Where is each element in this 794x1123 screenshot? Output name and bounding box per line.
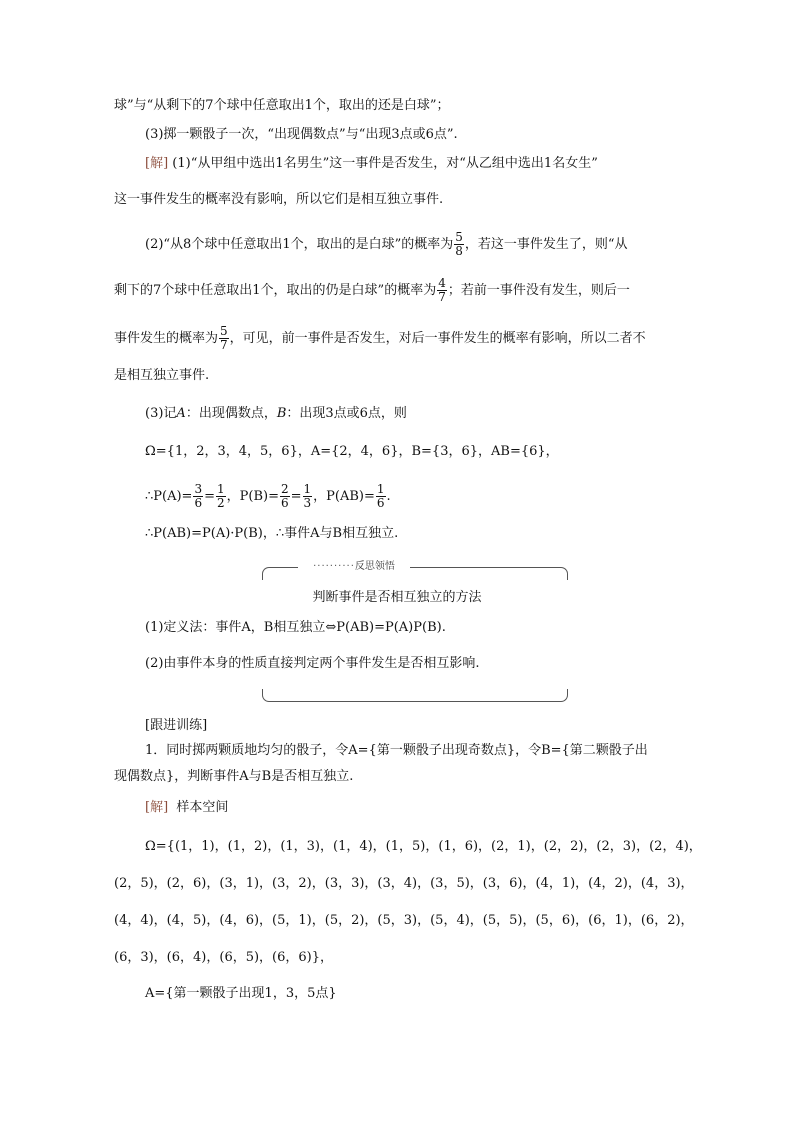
solution-line — [145, 155, 598, 173]
solution-text: (1)“从甲组中选出1名男生”这一事件是否发生，对“从乙组中选出1名女生” — [172, 156, 598, 171]
text-span: (3)记 — [145, 406, 177, 421]
question-line: 1．同时掷两颗质地均匀的骰子，令A={第一颗骰子出现奇数点}，令B={第二颗骰子出 — [145, 743, 648, 758]
numerator: 1 — [376, 482, 385, 496]
fraction — [454, 231, 464, 258]
fraction — [303, 483, 313, 510]
paragraph-line: 球”与“从剩下的7个球中任意取出1个，取出的还是白球”； — [114, 98, 450, 113]
numerator: 1 — [217, 482, 225, 496]
denominator: 3 — [303, 496, 312, 510]
denominator: 8 — [455, 244, 463, 258]
text-span: ∴P(A)= — [145, 489, 193, 504]
solution-line — [114, 277, 630, 304]
text-span: ，可见，前一事件是否发生，对后一事件发生的概率有影响，所以二者不 — [229, 331, 646, 346]
math-line: Ω={(1，1)，(1，2)，(1，3)，(1，4)，(1，5)，(1，6)，(2，1)，(2，2)，(2，3)，(2，4)， — [145, 839, 702, 854]
text-span: ：出现3点或6点，则 — [286, 406, 407, 421]
numerator: 4 — [438, 276, 446, 290]
numerator: 3 — [194, 482, 203, 496]
text-span: = — [204, 489, 215, 504]
denominator: 6 — [194, 496, 203, 510]
solution-line — [145, 799, 228, 817]
denominator: 6 — [280, 496, 289, 510]
fraction — [219, 325, 229, 352]
solution-text: 样本空间 — [176, 800, 229, 815]
numerator: 5 — [220, 324, 228, 338]
text-span: 事件发生的概率为 — [114, 331, 219, 346]
fraction — [216, 483, 226, 510]
reflection-item: (1)定义法：事件A，B相互独立⇔P(AB)=P(A)P(B). — [145, 620, 446, 635]
text-span: ，P(AB)= — [313, 489, 375, 504]
math-line: (2，5)，(2，6)，(3，1)，(3，2)，(3，3)，(3，4)，(3，5)，(3，6)，(4，1)，(4，2)，(4，3)， — [114, 876, 694, 891]
math-line: ∴P(AB)=P(A)·P(B)，∴事件A与B相互独立. — [145, 526, 399, 541]
text-span: ，若这一事件发生了，则“从 — [464, 237, 628, 252]
variable-a: A — [176, 406, 186, 421]
math-line: (6，3)，(6，4)，(6，5)，(6，6)}， — [114, 950, 334, 965]
solution-tag: [解] — [145, 156, 169, 171]
solution-line: 是相互独立事件. — [114, 368, 210, 383]
reflection-title: 判断事件是否相互独立的方法 — [312, 590, 482, 605]
numerator: 2 — [280, 482, 289, 496]
denominator: 6 — [376, 496, 385, 510]
math-line: Ω={1，2，3，4，5，6}，A={2，4，6}，B={3，6}，AB={6}， — [145, 444, 559, 459]
fraction — [280, 483, 290, 510]
math-line: (4，4)，(4，5)，(4，6)，(5，1)，(5，2)，(5，3)，(5，4)，(5，5)，(5，6)，(6，1)，(6，2)， — [114, 913, 694, 928]
reflection-item: (2)由事件本身的性质直接判定两个事件发生是否相互影响. — [145, 656, 480, 671]
math-line: A={第一颗骰子出现1，3，5点} — [145, 986, 337, 1001]
denominator: 7 — [220, 338, 228, 352]
text-span: = — [290, 489, 302, 504]
solution-tag: [解] — [145, 800, 169, 815]
reflection-tab: ··········反思领悟 — [298, 559, 410, 575]
paragraph-line: (3)掷一颗骰子一次，“出现偶数点”与“出现3点或6点”. — [145, 127, 458, 142]
fraction — [193, 483, 203, 510]
text-span: 剩下的7个球中任意取出1个，取出的仍是白球”的概率为 — [114, 283, 437, 298]
reflection-tab-label: 反思领悟 — [354, 561, 395, 572]
numerator: 5 — [455, 230, 463, 244]
text-span: . — [386, 489, 391, 504]
text-span: (2)“从8个球中任意取出1个，取出的是白球”的概率为 — [145, 237, 454, 252]
text-span: ：出现偶数点， — [185, 406, 277, 421]
denominator: 7 — [438, 290, 446, 304]
solution-line — [145, 405, 407, 423]
question-line: 现偶数点}，判断事件A与B是否相互独立. — [114, 769, 354, 784]
solution-line — [145, 231, 628, 258]
fraction — [437, 277, 447, 304]
text-span: ；若前一事件没有发生，则后一 — [447, 283, 630, 298]
practice-heading: [跟进训练] — [145, 718, 208, 733]
fraction — [376, 483, 386, 510]
reflection-box-bottom — [262, 689, 568, 702]
math-line — [145, 483, 391, 510]
solution-line: 这一事件发生的概率没有影响，所以它们是相互独立事件. — [114, 192, 444, 207]
numerator: 1 — [303, 482, 312, 496]
denominator: 2 — [217, 496, 225, 510]
variable-b: B — [276, 406, 287, 421]
text-span: ，P(B)= — [226, 489, 279, 504]
solution-line — [114, 325, 646, 352]
